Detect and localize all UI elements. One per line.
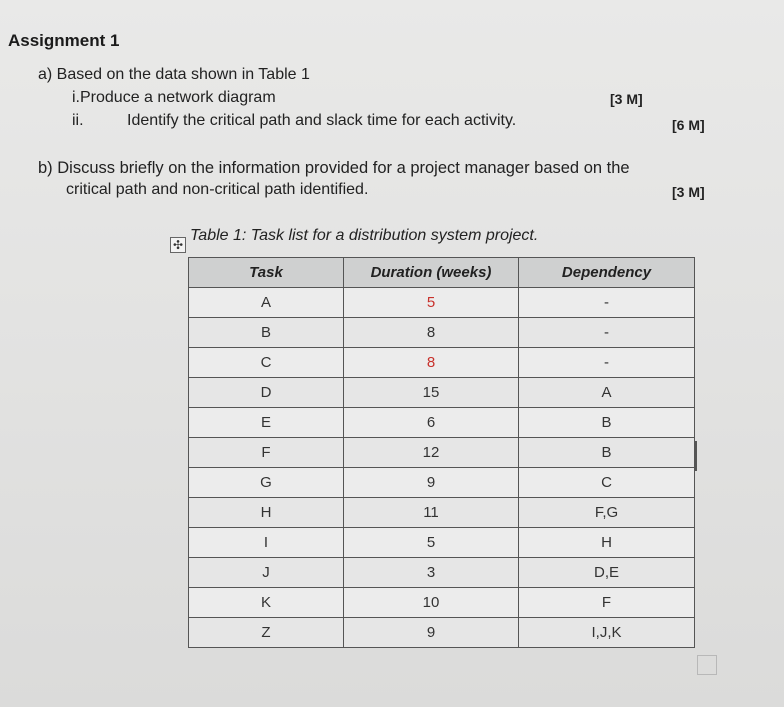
table-header-row <box>189 258 695 288</box>
cell-duration: 10 <box>344 588 519 618</box>
task-table <box>188 257 695 648</box>
cell-task: J <box>189 558 344 588</box>
cell-dependency: A <box>519 378 695 408</box>
cell-task: Z <box>189 618 344 648</box>
cell-duration: 9 <box>344 468 519 498</box>
cell-duration: 8 <box>344 348 519 378</box>
cell-task: B <box>189 318 344 348</box>
question-a-ii-number: ii. <box>72 112 84 129</box>
cell-duration: 12 <box>344 438 519 468</box>
cell-duration: 3 <box>344 558 519 588</box>
cell-dependency: F,G <box>519 498 695 528</box>
table-row <box>189 588 695 618</box>
cell-dependency: B <box>519 408 695 438</box>
cell-dependency: - <box>519 318 695 348</box>
table-row <box>189 318 695 348</box>
cell-dependency: B <box>519 438 695 468</box>
question-a-intro: a) Based on the data shown in Table 1 <box>38 66 310 83</box>
table-row <box>189 618 695 648</box>
row-end-marker <box>694 441 697 471</box>
question-b-marks: [3 M] <box>672 184 705 200</box>
table-row <box>189 348 695 378</box>
header-duration: Duration (weeks) <box>344 258 519 288</box>
header-dependency: Dependency <box>519 258 695 288</box>
header-task: Task <box>189 258 344 288</box>
cell-duration: 8 <box>344 318 519 348</box>
cell-duration: 6 <box>344 408 519 438</box>
question-a-i-marks: [3 M] <box>610 91 643 107</box>
question-a-i-text: i.Produce a network diagram <box>72 89 276 106</box>
cell-task: E <box>189 408 344 438</box>
cell-duration: 15 <box>344 378 519 408</box>
table-row <box>189 528 695 558</box>
question-a-ii-text: Identify the critical path and slack time for each activity. <box>127 112 517 129</box>
cell-task: G <box>189 468 344 498</box>
table-caption: Table 1: Task list for a distribution system project. <box>190 227 539 244</box>
cell-task: C <box>189 348 344 378</box>
cell-dependency: I,J,K <box>519 618 695 648</box>
cell-task: D <box>189 378 344 408</box>
cell-duration: 9 <box>344 618 519 648</box>
cell-dependency: C <box>519 468 695 498</box>
cell-duration: 5 <box>344 528 519 558</box>
cell-duration: 11 <box>344 498 519 528</box>
table-row <box>189 288 695 318</box>
table-move-handle-icon[interactable]: ✣ <box>170 237 186 253</box>
table-row <box>189 558 695 588</box>
cell-task: F <box>189 438 344 468</box>
cell-dependency: D,E <box>519 558 695 588</box>
table-row <box>189 438 695 468</box>
question-b-line2: critical path and non-critical path identified. <box>66 181 369 198</box>
question-b-line1: b) Discuss briefly on the information provided for a project manager based on the <box>38 159 630 177</box>
cell-dependency: F <box>519 588 695 618</box>
table-row <box>189 498 695 528</box>
table-row <box>189 468 695 498</box>
cell-task: H <box>189 498 344 528</box>
cell-dependency: H <box>519 528 695 558</box>
table-resize-handle[interactable] <box>697 655 717 675</box>
cell-dependency: - <box>519 288 695 318</box>
table-row <box>189 378 695 408</box>
cell-task: I <box>189 528 344 558</box>
question-a-ii-marks: [6 M] <box>672 117 705 133</box>
assignment-title: Assignment 1 <box>8 31 120 50</box>
table-row <box>189 408 695 438</box>
cell-dependency: - <box>519 348 695 378</box>
cell-task: K <box>189 588 344 618</box>
cell-duration: 5 <box>344 288 519 318</box>
cell-task: A <box>189 288 344 318</box>
